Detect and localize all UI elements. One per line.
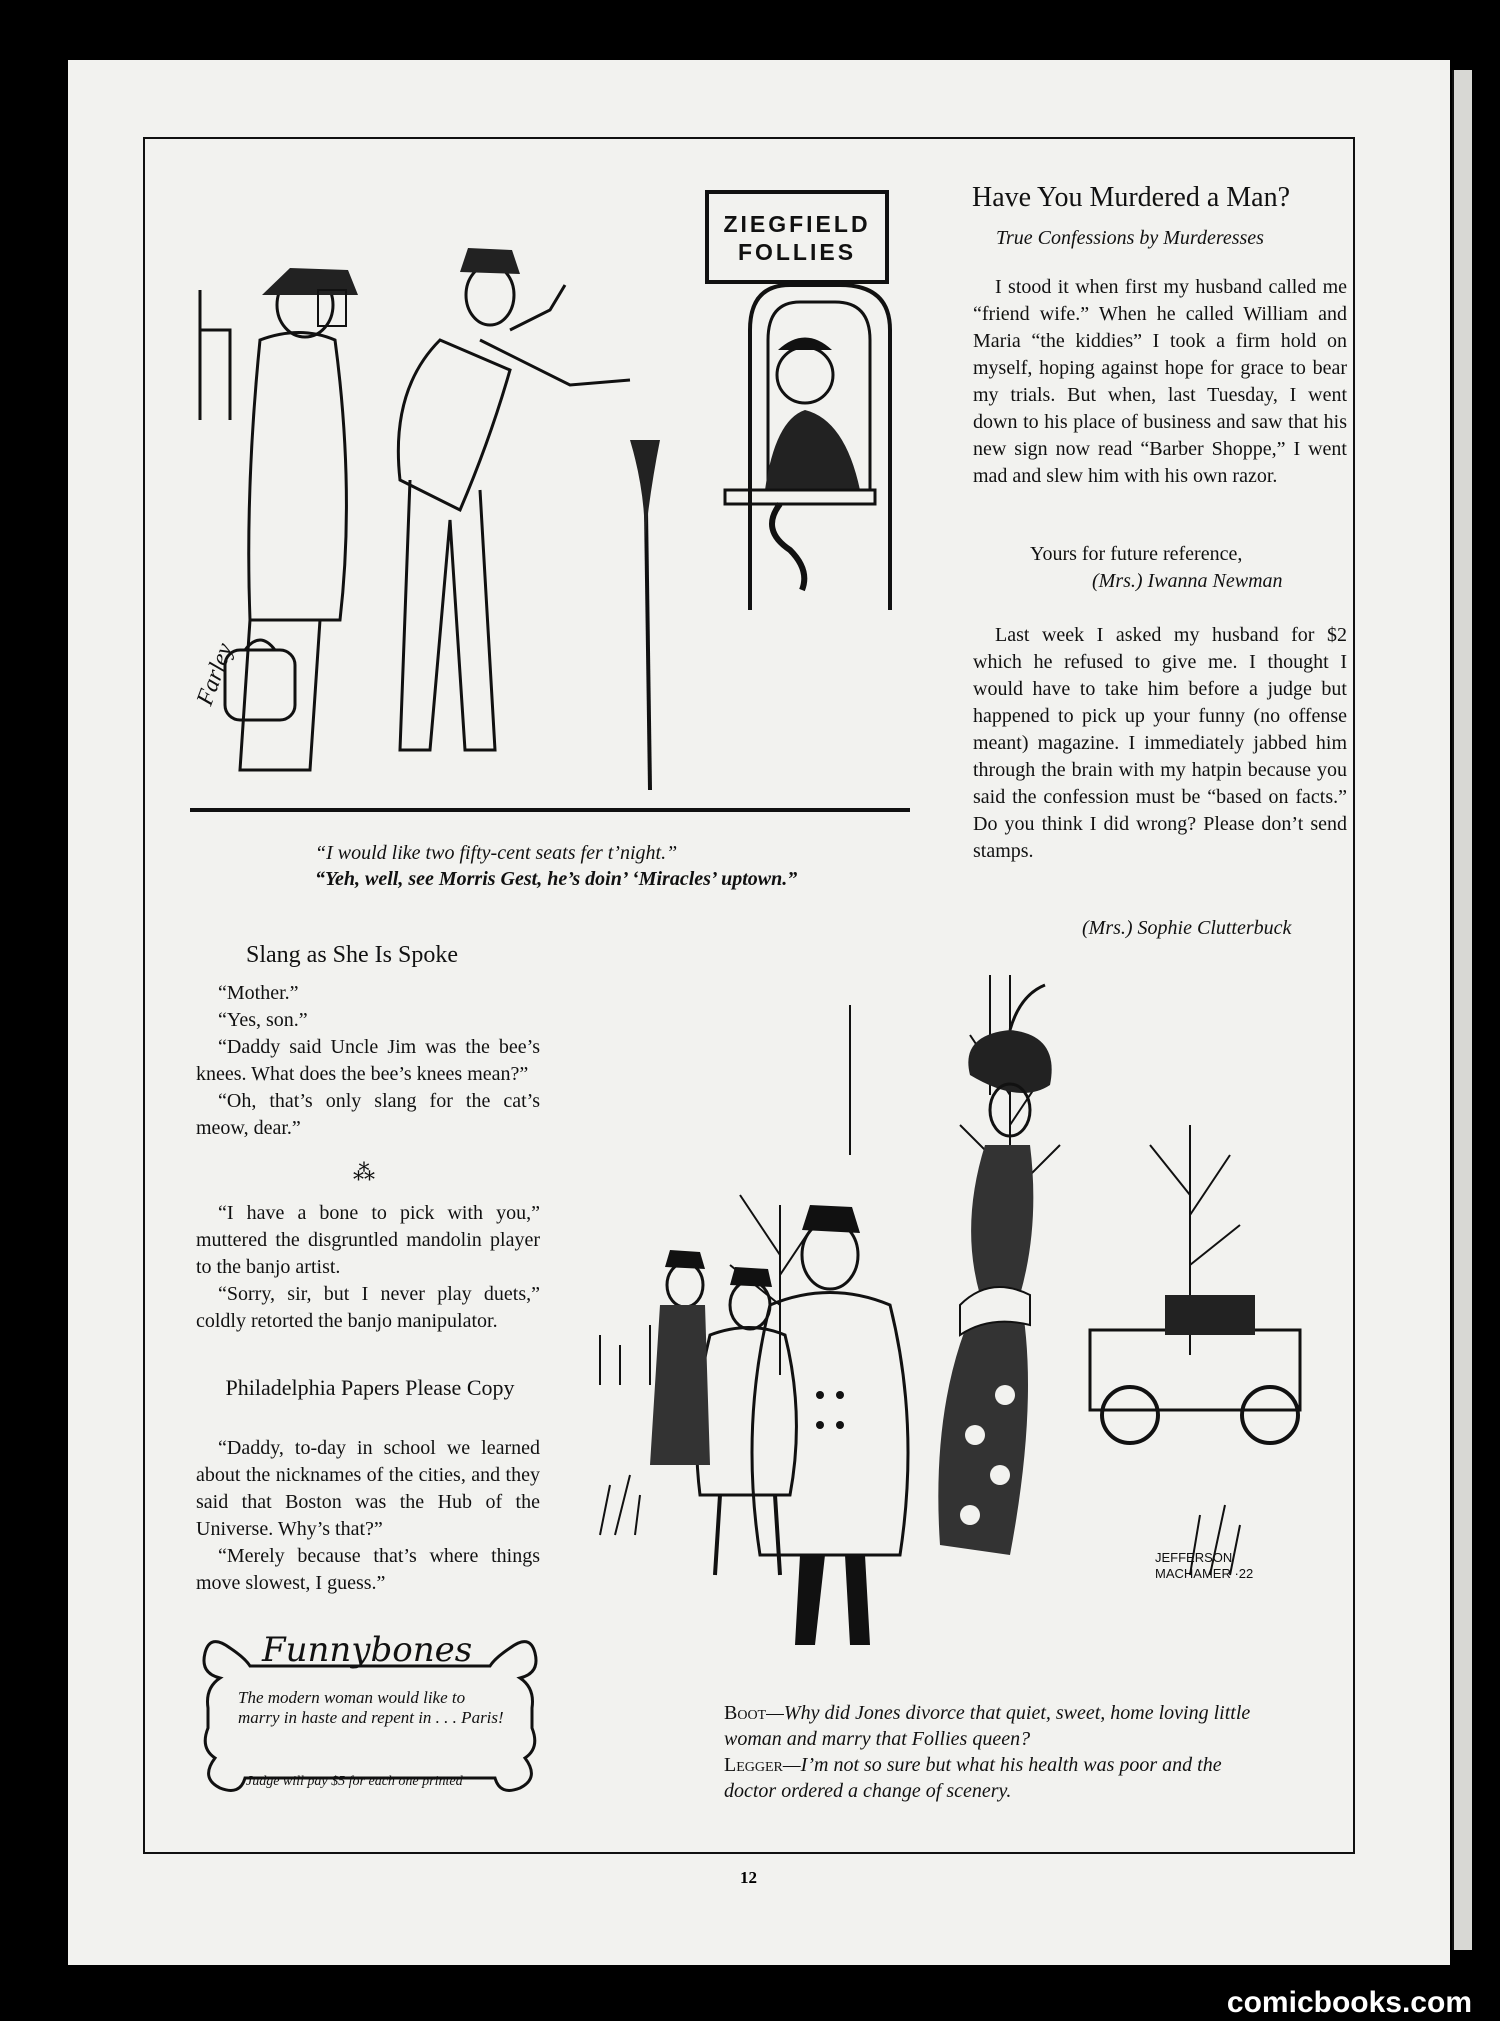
artist-signature-farley: Farley xyxy=(192,639,239,709)
caption-line-2: “Yeh, well, see Morris Gest, he’s doin’ ‘Miracles’ uptown.” xyxy=(315,868,798,890)
confession-1 xyxy=(973,274,1347,490)
funnybones-box xyxy=(200,1628,540,1798)
article-title-philadelphia: Philadelphia Papers Please Copy xyxy=(225,1375,515,1400)
man-in-overcoat xyxy=(752,1205,908,1645)
confession-2 xyxy=(973,622,1347,865)
philadelphia-joke xyxy=(196,1435,540,1597)
section-separator: ⁂ xyxy=(353,1160,375,1185)
cartoon-follies-queen xyxy=(590,975,1310,1695)
philadelphia-line-1: “Daddy, to-day in school we learned about the nicknames of the cities, and they said that Boston was the Hub of the Universe. Why’s that?” xyxy=(196,1437,540,1540)
man-buying-tickets xyxy=(466,265,514,325)
confession-2-signature: (Mrs.) Sophie Clutterbuck xyxy=(1082,917,1292,939)
next-page-edge xyxy=(1452,70,1472,1950)
philadelphia-line-2: “Merely because that’s where things move slowest, I guess.” xyxy=(196,1545,540,1594)
slang-dialogue xyxy=(196,980,540,1142)
funnybones-title: Funnybones xyxy=(262,1630,473,1670)
automobile xyxy=(1090,1295,1300,1443)
bone-joke xyxy=(196,1200,540,1335)
funnybones-body: The modern woman would like to marry in haste and repent in . . . Paris! xyxy=(238,1688,504,1727)
slang-line-1: “Mother.” xyxy=(218,982,299,1004)
artist-signature-machamer: JEFFERSON MACHAMER ·22 xyxy=(1155,1550,1254,1581)
street-scene-illustration xyxy=(590,975,1310,1695)
caption-legger xyxy=(724,1752,1264,1804)
cartoon1-caption xyxy=(315,840,915,892)
caption-boot xyxy=(724,1700,1264,1752)
legger-line: —I’m not so sure but what his health was poor and the doctor ordered a change of scenery. xyxy=(724,1754,1222,1802)
article-title-murdered: Have You Murdered a Man? xyxy=(972,182,1291,213)
boot-line: —Why did Jones divorce that quiet, sweet, home loving little woman and marry that Follies queen? xyxy=(724,1702,1251,1750)
slang-line-2: “Yes, son.” xyxy=(218,1009,308,1031)
article-title-slang: Slang as She Is Spoke xyxy=(246,942,458,968)
caption-line-1: “I would like two fifty-cent seats fer t’night.” xyxy=(315,842,678,864)
speaker-boot: Boot xyxy=(724,1702,767,1724)
confession-1-signature: (Mrs.) Iwanna Newman xyxy=(1092,570,1283,592)
ticket-window-illustration xyxy=(190,190,910,830)
ticket-clerk xyxy=(777,347,833,403)
confession-1-closing: Yours for future reference, xyxy=(1030,543,1243,565)
confession-2-text: Last week I asked my husband for $2 which he refused to give me. I thought I would have to take him before a judge but happened to pick up your funny (no offense meant) magazine. I immediately jabbed him through the brain with my hatpin because you said the confession must be “based on facts.” Do you think I did wrong? Please don’t send stamps. xyxy=(973,624,1347,862)
cartoon-ticket-window xyxy=(190,190,910,830)
slang-line-4: “Oh, that’s only slang for the cat’s meow, dear.” xyxy=(196,1090,540,1139)
cartoon2-caption xyxy=(724,1700,1264,1804)
bone-joke-reply: “Sorry, sir, but I never play duets,” coldly retorted the banjo manipulator. xyxy=(196,1283,540,1332)
sign-line-follies: FOLLIES xyxy=(737,239,857,265)
confession-1-text: I stood it when first my husband called me “friend wife.” When he called William and Maria “the kiddies” I took a firm hold on myself, hoping against hope for grace to bear my trials. But when, last Tuesday, I went down to his place of business and saw that his new sign now read “Barber Shoppe,” I went mad and slew him with his own razor. xyxy=(973,276,1347,487)
article-subtitle-confessions: True Confessions by Murderesses xyxy=(996,227,1264,249)
sign-line-ziegfield: ZIEGFIELD xyxy=(723,211,871,237)
page-number: 12 xyxy=(740,1868,757,1887)
man-in-striped-suit xyxy=(650,1250,710,1465)
speaker-legger: Legger xyxy=(724,1754,783,1776)
slang-line-3: “Daddy said Uncle Jim was the bee’s knees. What does the bee’s knees mean?” xyxy=(196,1036,540,1085)
man-in-fur-coat xyxy=(697,1267,797,1575)
follies-queen xyxy=(938,985,1051,1555)
site-watermark: comicbooks.com xyxy=(1226,1986,1472,2019)
funnybones-footer: Judge will pay $5 for each one printed xyxy=(246,1774,463,1789)
bone-joke-line: “I have a bone to pick with you,” muttered the disgruntled mandolin player to the banjo artist. xyxy=(196,1202,540,1278)
